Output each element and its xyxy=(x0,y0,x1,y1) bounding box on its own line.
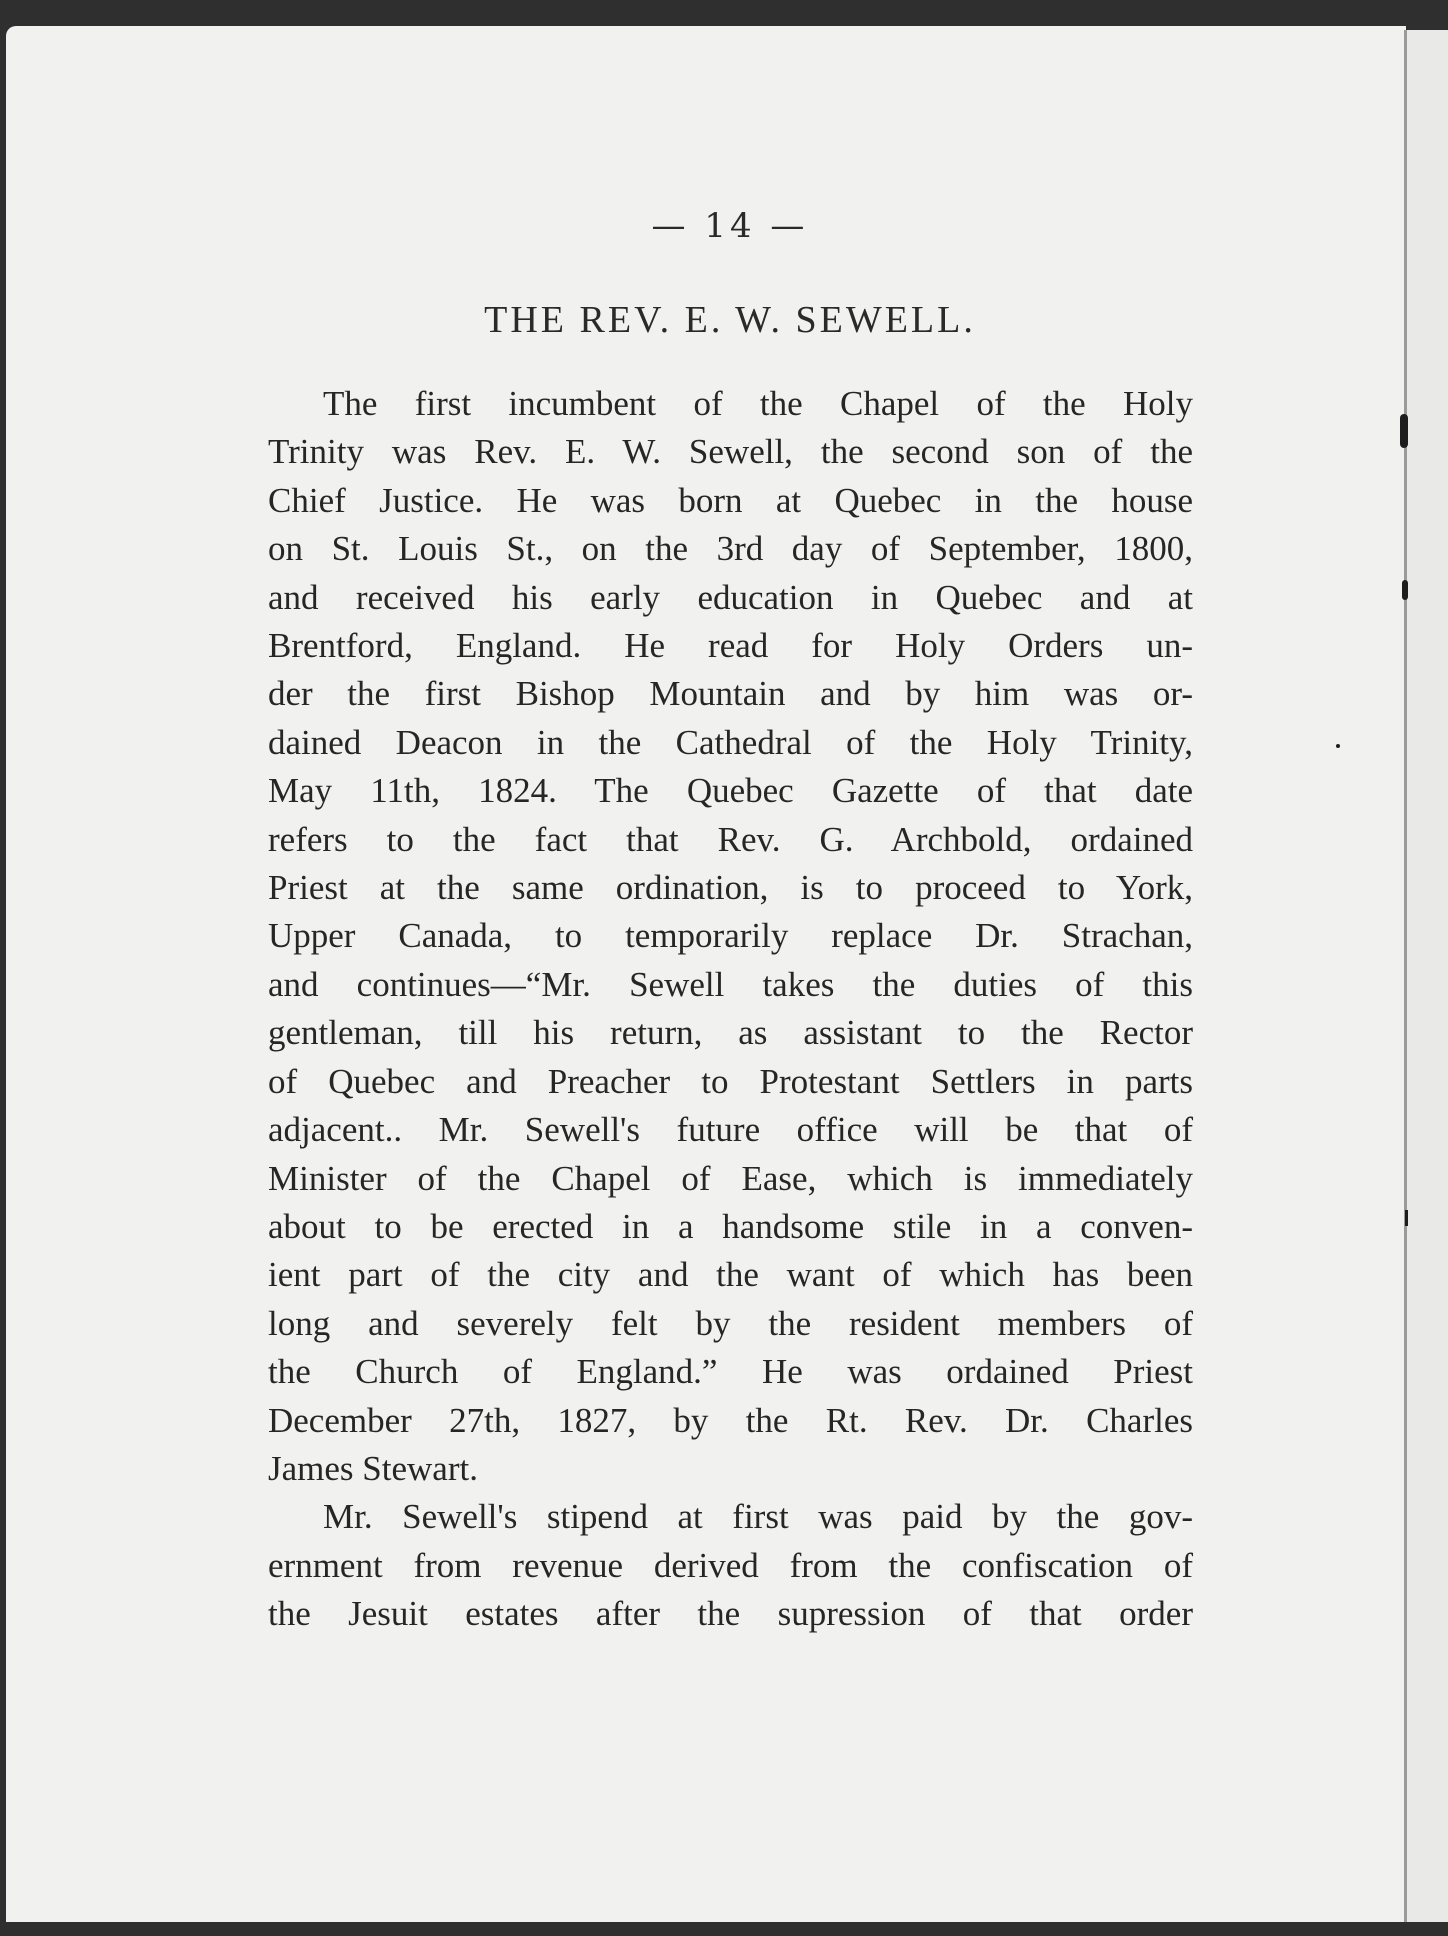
scan-speck xyxy=(1402,580,1408,600)
text-line: Trinity was Rev. E. W. Sewell, the second son of the xyxy=(268,432,1193,472)
text-line: refers to the fact that Rev. G. Archbold, ordained xyxy=(268,819,1193,859)
text-line: of Quebec and Preacher to Protestant Settlers in parts xyxy=(268,1061,1193,1101)
text-line: long and severely felt by the resident members of xyxy=(268,1303,1193,1343)
text-line: ient part of the city and the want of which has been xyxy=(268,1255,1193,1295)
text-line: May 11th, 1824. The Quebec Gazette of that date xyxy=(268,771,1193,811)
paragraph-2 xyxy=(268,1493,1193,1638)
text-line: dained Deacon in the Cathedral of the Holy Trinity, xyxy=(268,722,1193,762)
page-number: — 14 — xyxy=(651,206,809,246)
text-line: James Stewart. xyxy=(268,1448,478,1488)
scan-speck xyxy=(1336,744,1340,748)
text-line: Brentford, England. He read for Holy Orders un- xyxy=(268,626,1193,666)
scan-speck xyxy=(1405,1210,1408,1226)
text-line: Chief Justice. He was born at Quebec in the house xyxy=(268,480,1193,520)
text-line: and continues—“Mr. Sewell takes the duties of this xyxy=(268,964,1193,1004)
text-line: der the first Bishop Mountain and by him was or- xyxy=(268,674,1193,714)
text-line: about to be erected in a handsome stile in a conven- xyxy=(268,1206,1193,1246)
text-line: ernment from revenue derived from the confiscation of xyxy=(268,1545,1193,1585)
text-line: Priest at the same ordination, is to proceed to York, xyxy=(268,868,1193,908)
text-line: Upper Canada, to temporarily replace Dr. Strachan, xyxy=(268,916,1193,956)
text-line: on St. Louis St., on the 3rd day of September, 1800, xyxy=(268,529,1193,569)
body-text xyxy=(268,380,1193,1639)
text-line: the Church of England.” He was ordained Priest xyxy=(268,1352,1193,1392)
text-line: and received his early education in Quebec and at xyxy=(268,577,1193,617)
text-line: The first incumbent of the Chapel of the Holy xyxy=(323,384,1193,423)
text-line: the Jesuit estates after the supression of that order xyxy=(268,1594,1193,1634)
paragraph-1 xyxy=(268,380,1193,1493)
text-line: adjacent.. Mr. Sewell's future office will be that of xyxy=(268,1110,1193,1150)
chapter-title: THE REV. E. W. SEWELL. xyxy=(484,299,976,341)
text-line: Mr. Sewell's stipend at first was paid by the gov- xyxy=(323,1497,1193,1537)
text-line: gentleman, till his return, as assistant to the Rector xyxy=(268,1013,1193,1053)
text-line: December 27th, 1827, by the Rt. Rev. Dr. Charles xyxy=(268,1400,1193,1440)
scan-speck xyxy=(1400,414,1408,448)
text-line: Minister of the Chapel of Ease, which is immediately xyxy=(268,1158,1193,1198)
scan-bottom-border xyxy=(0,1922,1448,1936)
